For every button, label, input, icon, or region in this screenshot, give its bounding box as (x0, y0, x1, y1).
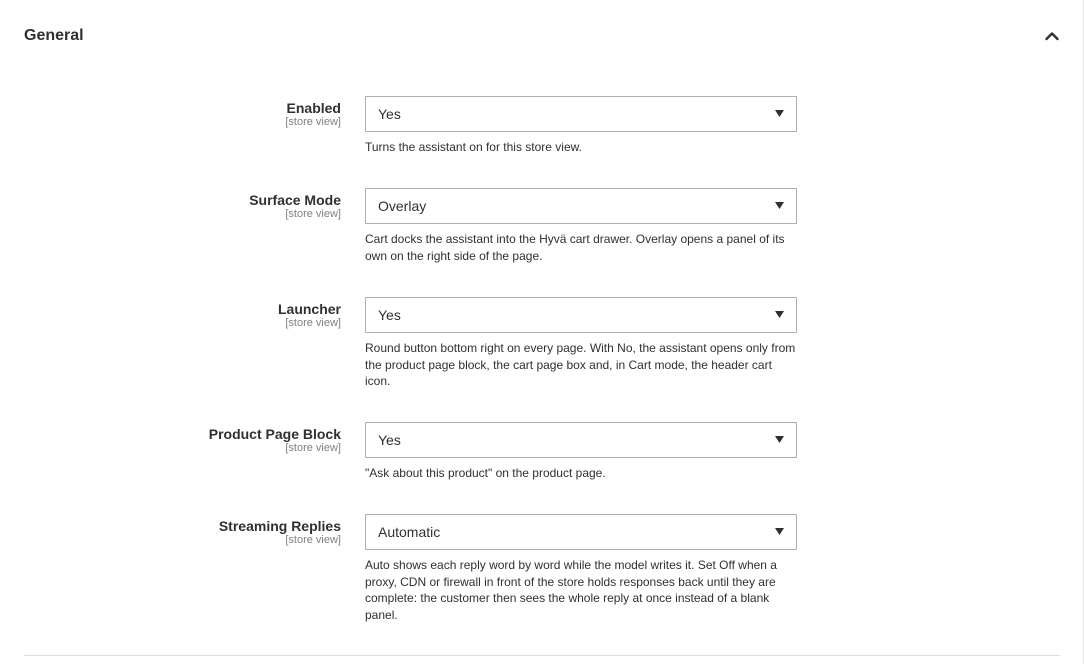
scope-label: [store view] (285, 208, 341, 220)
surface-mode-select[interactable] (365, 188, 797, 224)
field-label: Launcher (277, 301, 341, 317)
product-page-block-select[interactable] (365, 422, 797, 458)
field-label-group (249, 192, 341, 221)
caret-down-icon (775, 528, 784, 536)
field-note: Auto shows each reply word by word while the model writes it. Set Off when a proxy, CDN or firewall in front of the store holds responses back until they are complete: the customer then sees the whole reply at once instead of a blank panel. (365, 558, 777, 622)
caret-down-icon (775, 311, 784, 319)
field-label-group (219, 518, 341, 547)
select-value: Yes (378, 432, 401, 448)
section-divider (24, 655, 1060, 656)
caret-down-icon (775, 202, 784, 210)
scope-label: [store view] (285, 116, 341, 128)
field-note: Cart docks the assistant into the Hyvä cart drawer. Overlay opens a panel of its own on the right side of the page. (365, 232, 785, 263)
streaming-replies-select[interactable] (365, 514, 797, 550)
caret-down-icon (775, 110, 784, 118)
field-label-group (285, 100, 341, 129)
field-note: Round button bottom right on every page. With No, the assistant opens only from the product page block, the cart page box and, in Cart mode, the header cart icon. (365, 341, 796, 388)
enabled-select[interactable] (365, 96, 797, 132)
field-label-group (209, 426, 341, 455)
select-value: Yes (378, 307, 401, 323)
chevron-up-icon[interactable] (1044, 28, 1060, 44)
select-value: Automatic (378, 524, 441, 540)
scope-label: [store view] (285, 534, 341, 546)
field-label: Surface Mode (249, 192, 341, 208)
section-title: General (24, 27, 84, 44)
field-note: Turns the assistant on for this store view. (365, 140, 582, 154)
select-value: Overlay (378, 198, 427, 214)
field-label-group (278, 301, 341, 330)
field-label: Enabled (286, 100, 341, 116)
field-note: "Ask about this product" on the product page. (365, 466, 606, 480)
caret-down-icon (775, 436, 784, 444)
section-header[interactable] (24, 24, 1060, 50)
field-label: Streaming Replies (218, 518, 341, 534)
scope-label: [store view] (285, 317, 341, 329)
select-value: Yes (378, 106, 401, 122)
scope-label: [store view] (285, 442, 341, 454)
launcher-select[interactable] (365, 297, 797, 333)
field-label: Product Page Block (208, 426, 341, 442)
